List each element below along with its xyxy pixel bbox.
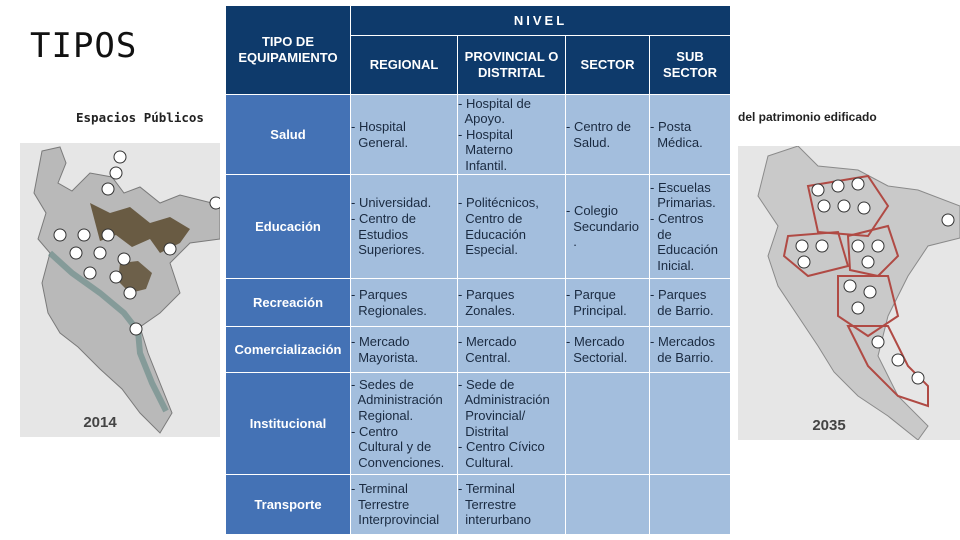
header-tipo-equipamiento	[226, 6, 351, 95]
header-provincial: PROVINCIAL O DISTRITAL	[458, 36, 566, 95]
table-cell: - Mercado Sectorial.	[566, 327, 650, 373]
table-cell: - Mercados de Barrio.	[650, 327, 731, 373]
subtitle-right: del patrimonio edificado	[738, 110, 877, 124]
map-2014-year: 2014	[83, 414, 117, 431]
table-cell: - Parque Principal.	[566, 279, 650, 327]
table-cell: - Posta Médica.	[650, 95, 731, 175]
table-cell: - Parques Zonales.	[458, 279, 566, 327]
table-row	[226, 373, 731, 475]
table-cell: - Parques de Barrio.	[650, 279, 731, 327]
map-2014	[20, 143, 220, 437]
row-label-institucional: Institucional	[226, 373, 351, 475]
table-cell: - Sede de Administración Provincial/ Distrital - Centro Cívico Cultural.	[458, 373, 566, 475]
table-cell: - Colegio Secundario .	[566, 175, 650, 279]
table-cell	[566, 373, 650, 475]
header-sector: SECTOR	[566, 36, 650, 95]
subtitle-left: Espacios Públicos	[76, 110, 204, 125]
table-cell: - Universidad. - Centro de Estudios Superiores.	[351, 175, 458, 279]
table-cell: - Hospital de Apoyo. - Hospital Materno Infantil.	[458, 95, 566, 175]
table-row	[226, 327, 731, 373]
row-label-educacion: Educación	[226, 175, 351, 279]
table-cell: - Centro de Salud.	[566, 95, 650, 175]
table-cell	[566, 475, 650, 535]
header-tipo-text: TIPO DE EQUIPAMIENTO	[238, 34, 338, 65]
table-cell	[650, 373, 731, 475]
table-cell: - Parques Regionales.	[351, 279, 458, 327]
table-cell: - Terminal Terrestre Interprovincial	[351, 475, 458, 535]
header-sub-sector: SUB SECTOR	[650, 36, 731, 95]
header-regional: REGIONAL	[351, 36, 458, 95]
table-cell: - Hospital General.	[351, 95, 458, 175]
table-cell: - Escuelas Primarias. - Centros de Educación Inicial.	[650, 175, 731, 279]
row-label-salud: Salud	[226, 95, 351, 175]
row-label-comercializacion: Comercialización	[226, 327, 351, 373]
slide-title: TIPOS	[30, 26, 138, 66]
header-nivel: NIVEL	[351, 6, 731, 36]
table-row	[226, 279, 731, 327]
table-row	[226, 95, 731, 175]
map-2035-graphic	[738, 146, 960, 440]
table-cell: - Mercado Mayorista.	[351, 327, 458, 373]
table-cell	[650, 475, 731, 535]
map-2035-year: 2035	[812, 417, 846, 434]
equipment-table	[225, 5, 731, 535]
table-cell: - Mercado Central.	[458, 327, 566, 373]
row-label-transporte: Transporte	[226, 475, 351, 535]
table-cell: - Terminal Terrestre interurbano	[458, 475, 566, 535]
row-label-recreacion: Recreación	[226, 279, 351, 327]
table-cell: - Politécnicos, Centro de Educación Especial.	[458, 175, 566, 279]
table-row	[226, 475, 731, 535]
table-row	[226, 175, 731, 279]
map-2035	[738, 146, 960, 440]
table-cell: - Sedes de Administración Regional. - Centro Cultural y de Convenciones.	[351, 373, 458, 475]
map-2014-graphic	[20, 143, 220, 437]
